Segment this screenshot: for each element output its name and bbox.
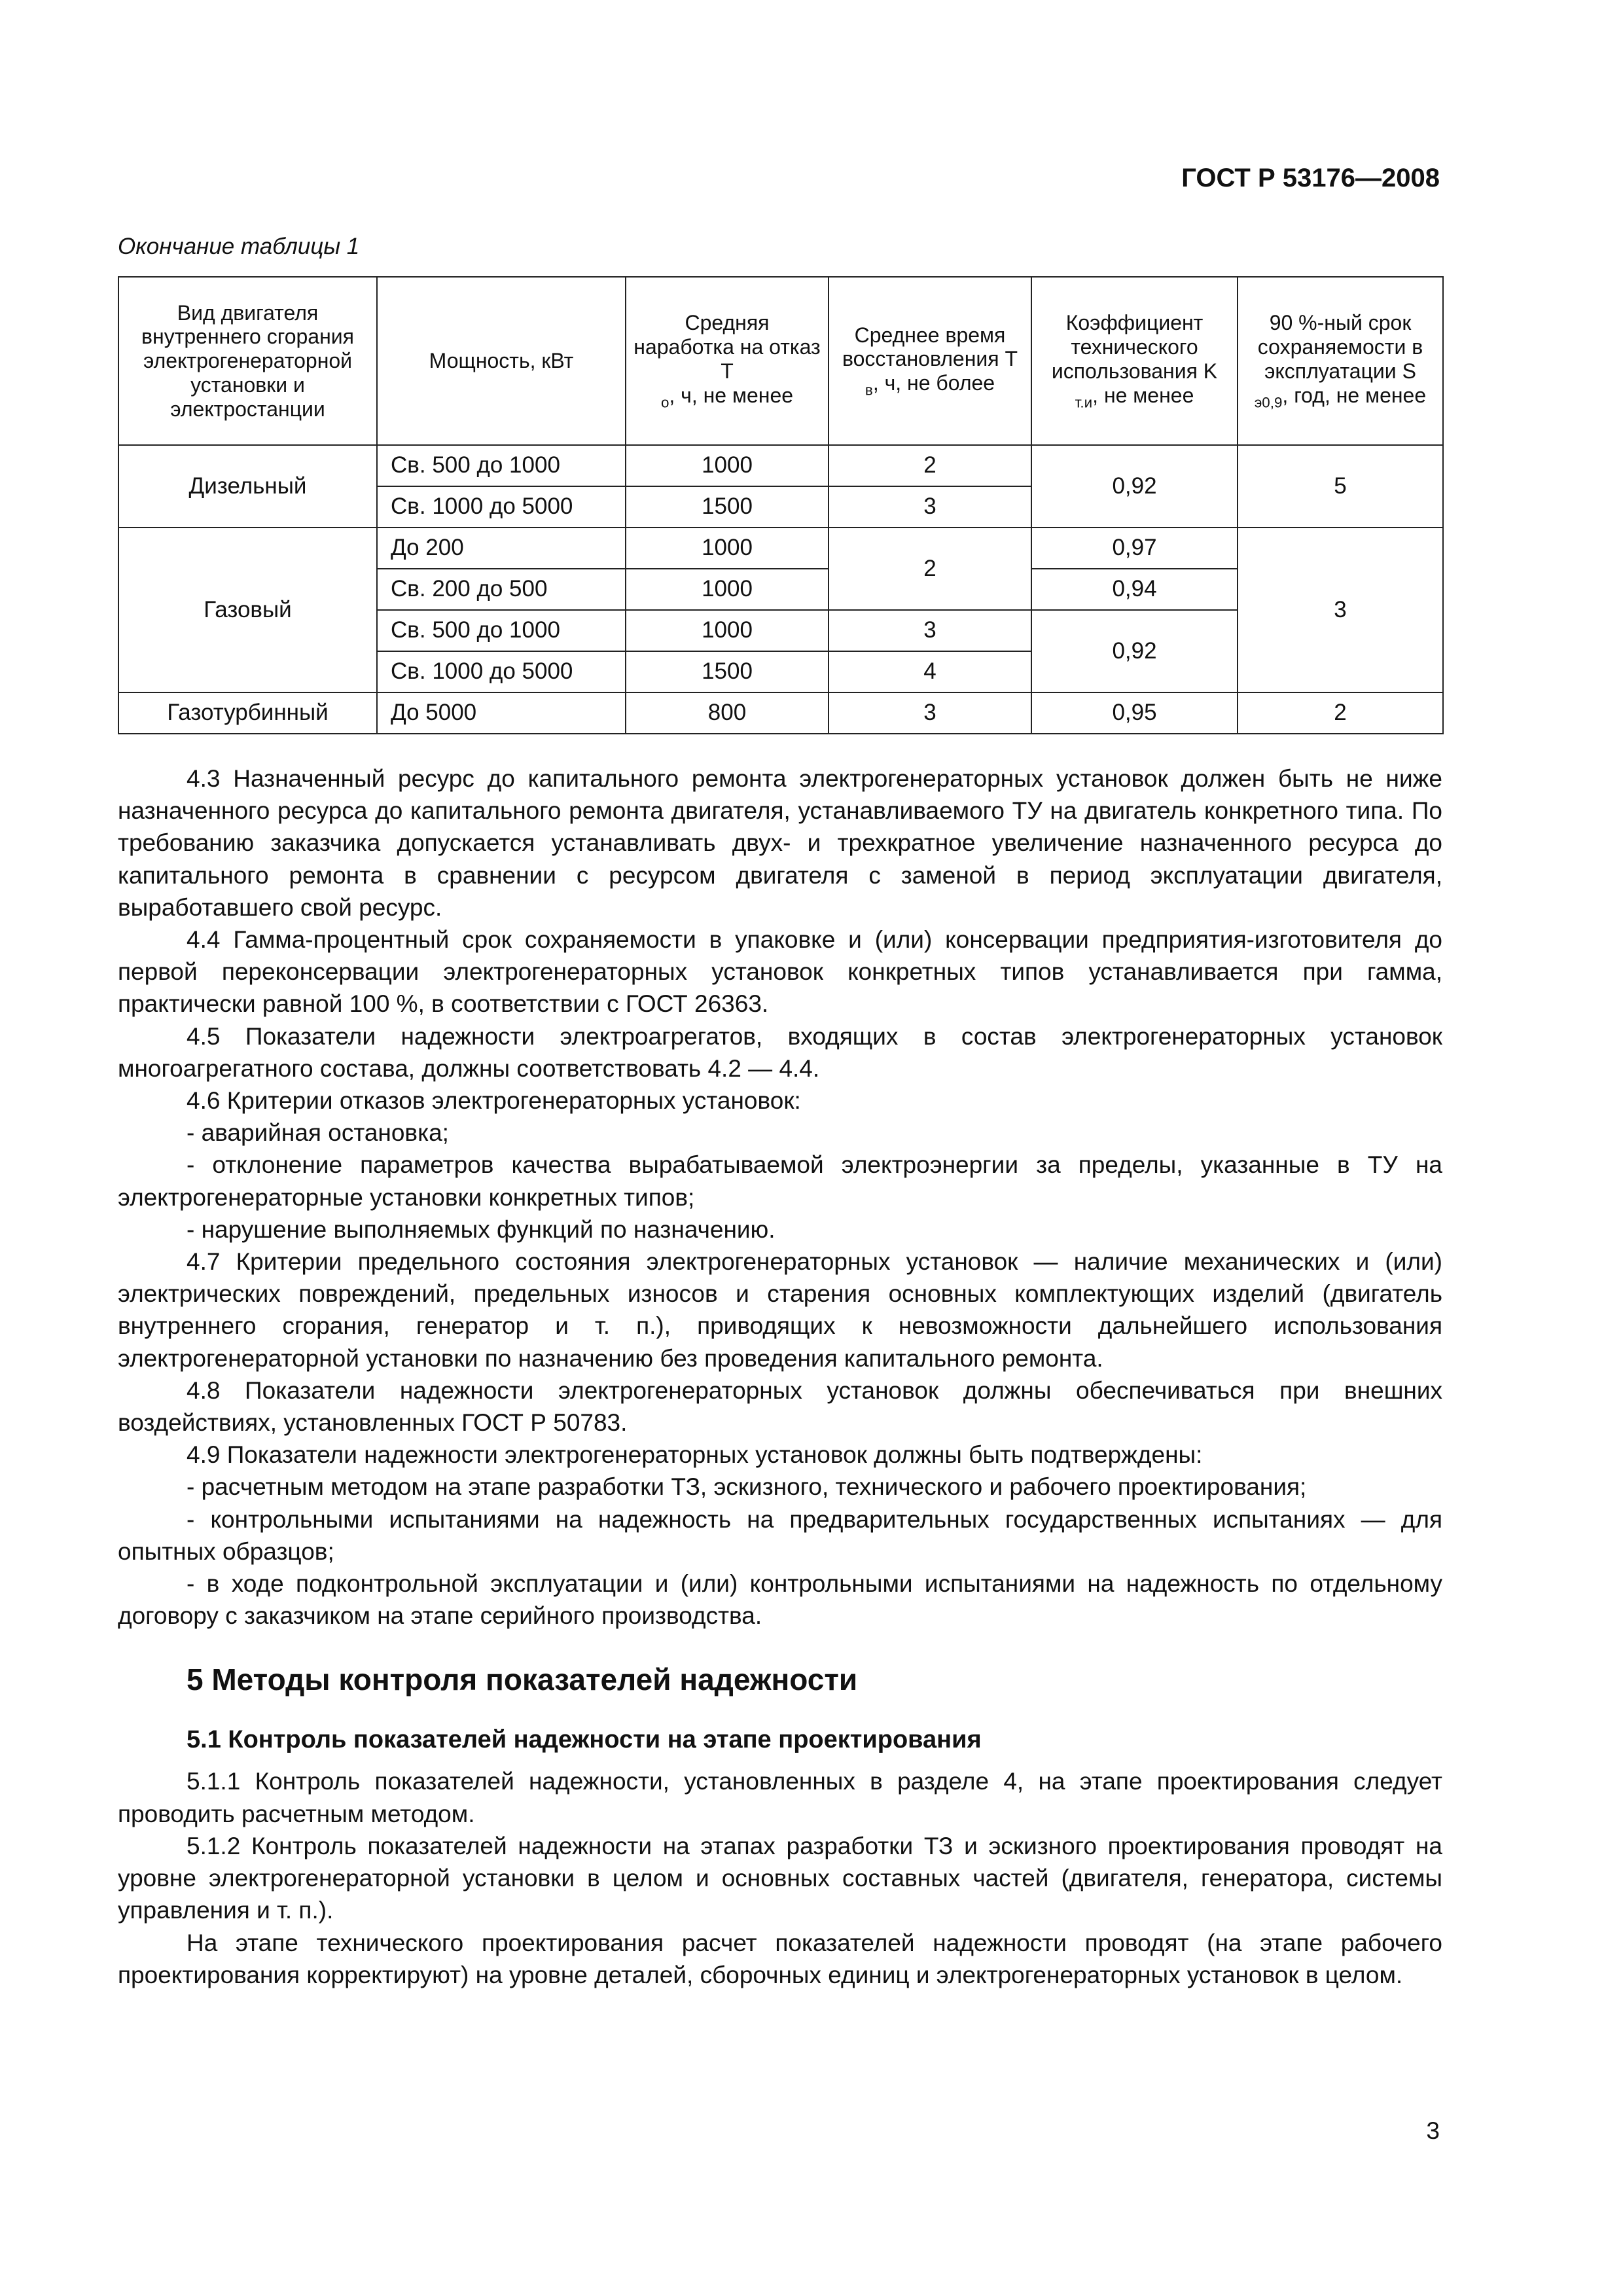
recovery-cell: 2 [829,445,1031,486]
mtbf-cell: 1500 [626,486,829,528]
coefficient-cell: 0,97 [1031,528,1238,569]
power-cell: Св. 1000 до 5000 [377,486,626,528]
list-item: - контрольными испытаниями на надежность на предварительных государственных испытаниях — для опытных образцов; [118,1505,1442,1565]
mtbf-cell: 1000 [626,445,829,486]
header-power: Мощность, кВт [377,277,626,445]
power-cell: Св. 500 до 1000 [377,445,626,486]
list-item: - аварийная остановка; [187,1119,449,1147]
paragraph-4-3: 4.3 Назначенный ресурс до капитального ремонта электрогенераторных установок должен быть не ниже назначенного ресурса до капитального ремонта двигателя, устанавливаемого ТУ на двигатель конкретного типа. По требованию заказчика допускается устанавливать двух- и трехкратное увеличение назначенного ресурса до капитального ремонта в сравнении с ресурсом двигателя с заменой в период эксплуатации двигателя, выработавшего свой ресурс. [118,765,1442,921]
reliability-table [118,276,1444,734]
paragraph-5-1-2-cont: На этапе технического проектирования расчет показателей надежности проводят (на этапе рабочего проектирования корректируют) на уровне деталей, сборочных единиц и электрогенераторных установок в целом. [118,1929,1442,1988]
list-item: - нарушение выполняемых функций по назначению. [187,1215,776,1243]
header-recovery: Среднее время восстановления T $_в$, ч, не более [829,277,1031,445]
list-item: - в ходе подконтрольной эксплуатации и (или) контрольными испытаниями на надежность по отдельному договору с заказчиком на этапе серийного производства. [118,1570,1442,1630]
document-code: ГОСТ Р 53176—2008 [1181,164,1440,192]
recovery-cell: 4 [829,651,1031,692]
paragraph-4-4: 4.4 Гамма-процентный срок сохраняемости в упаковке и (или) консервации предприятия-изготовителя до первой переконсервации электрогенераторных установок конкретных типов устанавливается при гамма, практически равной 100 %, в соответствии с ГОСТ 26363. [118,926,1442,1018]
table-row [118,528,1443,569]
header-engine-type: Вид двигателя внутреннего сгорания электрогенераторной установки и электростанции [118,277,377,445]
subsection-heading-5-1: 5.1 Контроль показателей надежности на этапе проектирования [187,1726,982,1754]
coefficient-cell: 0,95 [1031,692,1238,734]
header-coefficient: Коэффициент технического использования K $_{т.и}$, не менее [1031,277,1238,445]
table-row [118,692,1443,734]
engine-type-cell: Газотурбинный [118,692,377,734]
section-heading-5: 5 Методы контроля показателей надежности [187,1662,858,1697]
paragraph-5-1-1: 5.1.1 Контроль показателей надежности, установленных в разделе 4, на этапе проектирования следует проводить расчетным методом. [118,1768,1442,1827]
table-header-row [118,277,1443,445]
power-cell: До 200 [377,528,626,569]
storage-cell: 2 [1238,692,1443,734]
engine-type-cell: Дизельный [118,445,377,528]
table-caption: Окончание таблицы 1 [118,234,360,259]
mtbf-cell: 1000 [626,610,829,651]
mtbf-cell: 1000 [626,569,829,610]
list-item: - расчетным методом на этапе разработки ТЗ, эскизного, технического и рабочего проектирования; [187,1473,1307,1501]
storage-cell: 3 [1238,528,1443,692]
paragraph-4-9: 4.9 Показатели надежности электрогенераторных установок должны быть подтверждены: [187,1441,1203,1469]
recovery-cell: 3 [829,610,1031,651]
engine-type-cell: Газовый [118,528,377,692]
table-row [118,445,1443,486]
mtbf-cell: 1500 [626,651,829,692]
header-storage: 90 %-ный срок сохраняемости в эксплуатации S $_{э0,9}$, год, не менее [1238,277,1443,445]
coefficient-cell: 0,92 [1031,445,1238,528]
mtbf-cell: 1000 [626,528,829,569]
coefficient-cell: 0,94 [1031,569,1238,610]
page-number: 3 [1426,2117,1440,2144]
paragraph-4-7: 4.7 Критерии предельного состояния электрогенераторных установок — наличие механических и (или) электрических повреждений, предельных износов и старения основных комплектующих изделий (двигатель внутреннего сгорания, генератор и т. п.), приводящих к невозможности дальнейшего использования электрогенераторной установки по назначению без проведения капитального ремонта. [118,1248,1442,1372]
paragraph-5-1-2: 5.1.2 Контроль показателей надежности на этапах разработки ТЗ и эскизного проектирования проводят на уровне электрогенераторной установки в целом и основных составных частей (двигателя, генератора, системы управления и т. п.). [118,1832,1442,1924]
recovery-cell: 2 [829,528,1031,610]
recovery-cell: 3 [829,486,1031,528]
header-mtbf: Средняя наработка на отказ T $_о$, ч, не менее [626,277,829,445]
coefficient-cell: 0,92 [1031,610,1238,692]
mtbf-cell: 800 [626,692,829,734]
power-cell: Св. 1000 до 5000 [377,651,626,692]
body-text [118,762,1442,1991]
paragraph-4-6: 4.6 Критерии отказов электрогенераторных установок: [187,1087,801,1115]
paragraph-4-8: 4.8 Показатели надежности электрогенераторных установок должны обеспечиваться при внешних воздействиях, установленных ГОСТ Р 50783. [118,1376,1442,1437]
power-cell: До 5000 [377,692,626,734]
paragraph-4-5: 4.5 Показатели надежности электроагрегатов, входящих в состав электрогенераторных установок многоагрегатного состава, должны соответствовать 4.2 — 4.4. [118,1022,1442,1082]
list-item: - отклонение параметров качества вырабатываемой электроэнергии за пределы, указанные в ТУ на электрогенераторные установки конкретных типов; [118,1151,1442,1211]
power-cell: Св. 500 до 1000 [377,610,626,651]
power-cell: Св. 200 до 500 [377,569,626,610]
recovery-cell: 3 [829,692,1031,734]
storage-cell: 5 [1238,445,1443,528]
